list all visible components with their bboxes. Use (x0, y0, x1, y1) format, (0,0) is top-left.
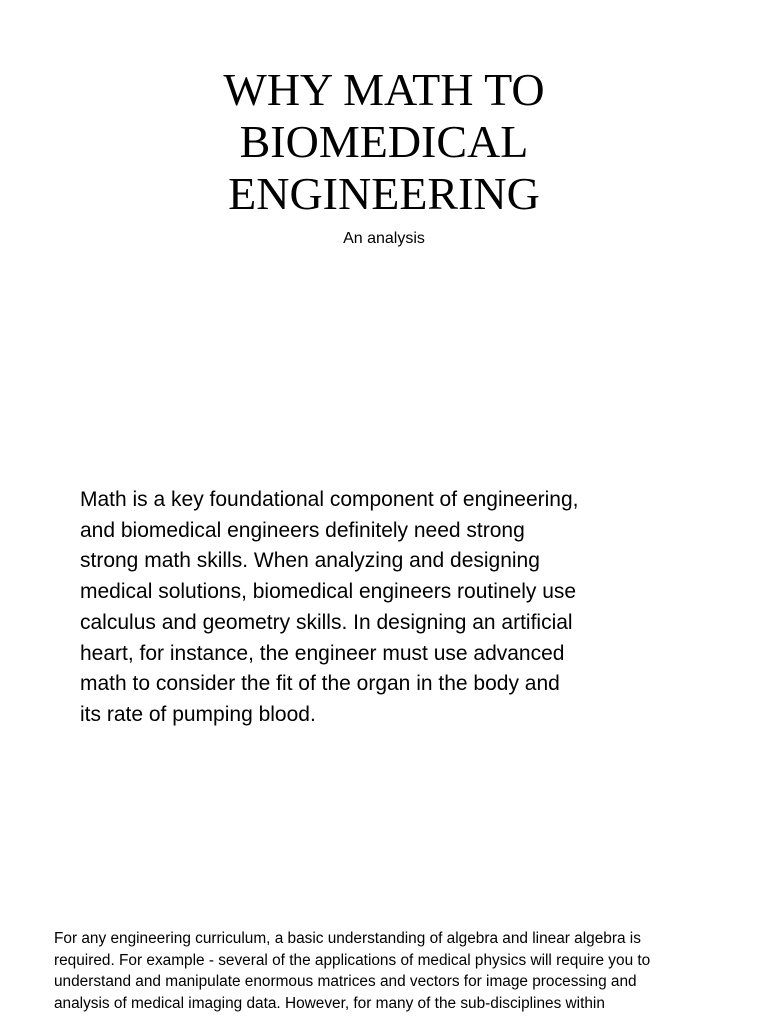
title-line: ENGINEERING (228, 168, 540, 219)
page-subtitle: An analysis (343, 230, 425, 247)
body-line: and biomedical engineers definitely need strong (80, 518, 525, 542)
body-line: calculus and geometry skills. In designing an artificial (80, 610, 573, 634)
title-line: WHY MATH TO (223, 64, 545, 115)
footer-line: analysis of medical imaging data. However, for many of the sub-disciplines within (54, 994, 605, 1012)
body-line: Math is a key foundational component of engineering, (80, 488, 579, 511)
footer-line: understand and manipulate enormous matrices and vectors for image processing and (54, 973, 637, 990)
footer-line: required. For example - several of the applications of medical physics will require you to (54, 951, 651, 969)
footer-line: For any engineering curriculum, a basic understanding of algebra and linear algebra is (54, 930, 641, 947)
footer-paragraph (54, 928, 754, 1014)
body-line: strong math skills. When analyzing and designing (80, 549, 540, 573)
title-line: BIOMEDICAL (239, 116, 529, 167)
body-line: heart, for instance, the engineer must use advanced (80, 641, 565, 665)
body-line: medical solutions, biomedical engineers routinely use (80, 580, 577, 604)
body-paragraph (80, 485, 680, 731)
body-line: math to consider the fit of the organ in the body and (80, 672, 560, 696)
page-title (0, 64, 768, 220)
body-line: its rate of pumping blood. (80, 702, 316, 726)
